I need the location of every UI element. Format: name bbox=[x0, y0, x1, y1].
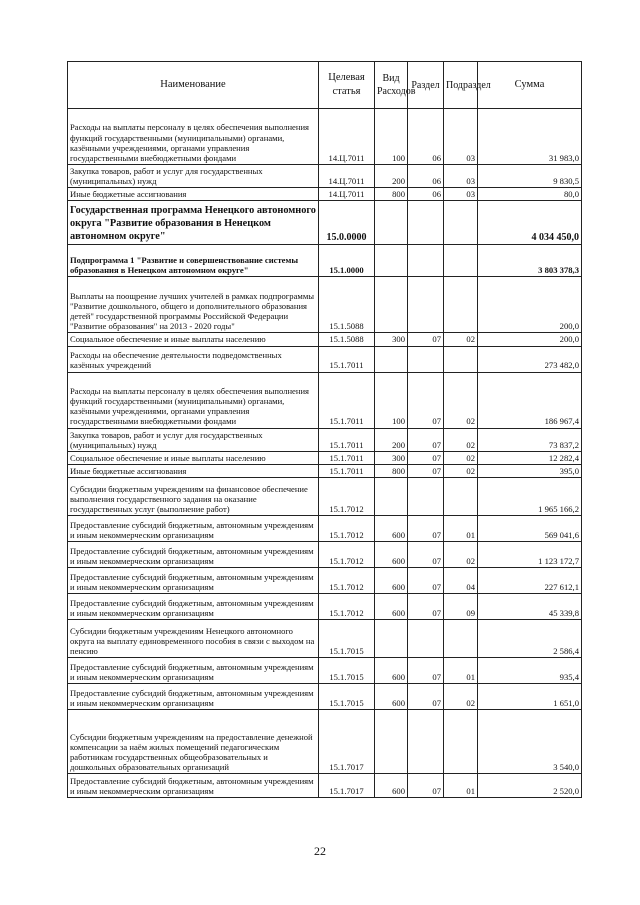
cell-sum: 395,0 bbox=[478, 464, 582, 477]
cell-subsection: 01 bbox=[444, 774, 478, 798]
cell-section: 06 bbox=[408, 165, 444, 188]
cell-subsection bbox=[444, 620, 478, 658]
table-row bbox=[68, 277, 582, 333]
cell-subsection bbox=[444, 245, 478, 277]
cell-section: 07 bbox=[408, 594, 444, 620]
cell-subsection: 03 bbox=[444, 188, 478, 201]
cell-section: 07 bbox=[408, 333, 444, 346]
cell-sum: 1 965 166,2 bbox=[478, 478, 582, 516]
cell-section: 07 bbox=[408, 372, 444, 428]
table-row bbox=[68, 542, 582, 568]
cell-type bbox=[375, 245, 408, 277]
cell-name: Предоставление субсидий бюджетным, автономным учреждениям и иным некоммерческим организациям bbox=[68, 568, 319, 594]
cell-name: Субсидии бюджетным учреждениям на предоставление денежной компенсации за наём жилых помещений педагогическим работникам государственных общеобразовательных и дошкольных образовательных организаций bbox=[68, 710, 319, 774]
cell-subsection: 03 bbox=[444, 165, 478, 188]
table-row bbox=[68, 333, 582, 346]
cell-section bbox=[408, 245, 444, 277]
cell-section: 06 bbox=[408, 109, 444, 165]
cell-target: 15.1.5088 bbox=[319, 333, 375, 346]
cell-type: 800 bbox=[375, 188, 408, 201]
cell-subsection: 02 bbox=[444, 464, 478, 477]
cell-target: 15.1.7012 bbox=[319, 516, 375, 542]
cell-section bbox=[408, 620, 444, 658]
header-type: Вид Расходов bbox=[375, 62, 408, 109]
cell-name: Предоставление субсидий бюджетным, автономным учреждениям и иным некоммерческим организациям bbox=[68, 684, 319, 710]
cell-target: 15.1.5088 bbox=[319, 277, 375, 333]
cell-sum: 3 803 378,3 bbox=[478, 245, 582, 277]
cell-sum: 9 830,5 bbox=[478, 165, 582, 188]
cell-subsection bbox=[444, 201, 478, 245]
cell-target: 15.1.7015 bbox=[319, 620, 375, 658]
cell-target: 15.1.7012 bbox=[319, 478, 375, 516]
table-row bbox=[68, 109, 582, 165]
cell-type bbox=[375, 201, 408, 245]
cell-name: Расходы на обеспечение деятельности подведомственных казённых учреждений bbox=[68, 346, 319, 372]
cell-subsection bbox=[444, 710, 478, 774]
cell-subsection: 02 bbox=[444, 451, 478, 464]
cell-type: 800 bbox=[375, 464, 408, 477]
table-row bbox=[68, 346, 582, 372]
cell-name: Выплаты на поощрение лучших учителей в рамках подпрограммы "Развитие дошкольного, общего и дополнительного образования детей" государственной программы Российской Федерации "Развитие образования" на 2013 - 2020 годы" bbox=[68, 277, 319, 333]
table-row bbox=[68, 245, 582, 277]
cell-target: 15.1.7011 bbox=[319, 372, 375, 428]
cell-sum: 186 967,4 bbox=[478, 372, 582, 428]
cell-section bbox=[408, 478, 444, 516]
header-section: Раздел bbox=[408, 62, 444, 109]
cell-section: 07 bbox=[408, 684, 444, 710]
page-number: 22 bbox=[314, 844, 326, 858]
cell-type: 200 bbox=[375, 428, 408, 451]
cell-name: Социальное обеспечение и иные выплаты населению bbox=[68, 451, 319, 464]
cell-type bbox=[375, 478, 408, 516]
table-row bbox=[68, 658, 582, 684]
header-name: Наименование bbox=[68, 62, 319, 109]
cell-type: 100 bbox=[375, 109, 408, 165]
cell-sum: 3 540,0 bbox=[478, 710, 582, 774]
table-row bbox=[68, 516, 582, 542]
cell-name: Расходы на выплаты персоналу в целях обеспечения выполнения функций государственными (муниципальными) органами, казёнными учреждениями, органами управления государственными внебюджетными фондами bbox=[68, 109, 319, 165]
cell-target: 15.1.7012 bbox=[319, 542, 375, 568]
cell-section: 07 bbox=[408, 658, 444, 684]
cell-subsection: 04 bbox=[444, 568, 478, 594]
cell-sum: 227 612,1 bbox=[478, 568, 582, 594]
cell-sum: 31 983,0 bbox=[478, 109, 582, 165]
header-target: Целевая статья bbox=[319, 62, 375, 109]
cell-type: 600 bbox=[375, 684, 408, 710]
cell-type: 600 bbox=[375, 542, 408, 568]
table-row bbox=[68, 428, 582, 451]
cell-section bbox=[408, 346, 444, 372]
cell-sum: 1 123 172,7 bbox=[478, 542, 582, 568]
cell-section: 07 bbox=[408, 451, 444, 464]
budget-table bbox=[67, 61, 582, 798]
cell-subsection: 02 bbox=[444, 333, 478, 346]
cell-name: Предоставление субсидий бюджетным, автономным учреждениям и иным некоммерческим организациям bbox=[68, 658, 319, 684]
cell-type: 600 bbox=[375, 774, 408, 798]
header-sum: Сумма bbox=[478, 62, 582, 109]
table-row bbox=[68, 568, 582, 594]
cell-section: 07 bbox=[408, 774, 444, 798]
cell-type bbox=[375, 277, 408, 333]
cell-sum: 2 586,4 bbox=[478, 620, 582, 658]
cell-target: 15.1.7012 bbox=[319, 594, 375, 620]
cell-section: 06 bbox=[408, 188, 444, 201]
cell-subsection: 02 bbox=[444, 542, 478, 568]
table-row bbox=[68, 188, 582, 201]
cell-type: 300 bbox=[375, 451, 408, 464]
cell-name: Подпрограмма 1 "Развитие и совершенствование системы образования в Ненецком автономном округе" bbox=[68, 245, 319, 277]
cell-name: Субсидии бюджетным учреждениям на финансовое обеспечение выполнения государственного задания на оказание государственных услуг (выполнение работ) bbox=[68, 478, 319, 516]
cell-sum: 200,0 bbox=[478, 333, 582, 346]
cell-name: Закупка товаров, работ и услуг для государственных (муниципальных) нужд bbox=[68, 428, 319, 451]
cell-target: 15.1.7017 bbox=[319, 774, 375, 798]
cell-target: 14.Ц.7011 bbox=[319, 165, 375, 188]
table-row bbox=[68, 165, 582, 188]
cell-section: 07 bbox=[408, 568, 444, 594]
cell-type: 600 bbox=[375, 594, 408, 620]
cell-type: 600 bbox=[375, 516, 408, 542]
cell-sum: 1 651,0 bbox=[478, 684, 582, 710]
cell-name: Предоставление субсидий бюджетным, автономным учреждениям и иным некоммерческим организациям bbox=[68, 774, 319, 798]
cell-sum: 200,0 bbox=[478, 277, 582, 333]
cell-target: 15.1.7015 bbox=[319, 684, 375, 710]
cell-subsection bbox=[444, 277, 478, 333]
table-row bbox=[68, 201, 582, 245]
cell-name: Предоставление субсидий бюджетным, автономным учреждениям и иным некоммерческим организациям bbox=[68, 516, 319, 542]
cell-type: 100 bbox=[375, 372, 408, 428]
table-row bbox=[68, 684, 582, 710]
cell-type: 200 bbox=[375, 165, 408, 188]
cell-subsection bbox=[444, 478, 478, 516]
cell-name: Иные бюджетные ассигнования bbox=[68, 464, 319, 477]
cell-section bbox=[408, 710, 444, 774]
cell-subsection: 02 bbox=[444, 428, 478, 451]
cell-sum: 45 339,8 bbox=[478, 594, 582, 620]
cell-section: 07 bbox=[408, 428, 444, 451]
cell-name: Государственная программа Ненецкого автономного округа "Развитие образования в Ненецком автономном округе" bbox=[68, 201, 319, 245]
cell-name: Иные бюджетные ассигнования bbox=[68, 188, 319, 201]
cell-sum: 80,0 bbox=[478, 188, 582, 201]
table-row bbox=[68, 774, 582, 798]
cell-name: Предоставление субсидий бюджетным, автономным учреждениям и иным некоммерческим организациям bbox=[68, 594, 319, 620]
cell-subsection: 01 bbox=[444, 658, 478, 684]
table-row bbox=[68, 372, 582, 428]
cell-subsection bbox=[444, 346, 478, 372]
cell-target: 15.0.0000 bbox=[319, 201, 375, 245]
cell-name: Расходы на выплаты персоналу в целях обеспечения выполнения функций государственными (муниципальными) органами, казёнными учреждениями, органами управления государственными внебюджетными фондами bbox=[68, 372, 319, 428]
cell-section: 07 bbox=[408, 542, 444, 568]
cell-name: Предоставление субсидий бюджетным, автономным учреждениям и иным некоммерческим организациям bbox=[68, 542, 319, 568]
cell-target: 15.1.7017 bbox=[319, 710, 375, 774]
cell-section: 07 bbox=[408, 464, 444, 477]
cell-type: 600 bbox=[375, 658, 408, 684]
cell-section bbox=[408, 201, 444, 245]
cell-target: 14.Ц.7011 bbox=[319, 188, 375, 201]
cell-type bbox=[375, 620, 408, 658]
cell-subsection: 02 bbox=[444, 684, 478, 710]
cell-target: 15.1.7011 bbox=[319, 464, 375, 477]
cell-subsection: 03 bbox=[444, 109, 478, 165]
cell-target: 14.Ц.7011 bbox=[319, 109, 375, 165]
header-subsection: Подраздел bbox=[444, 62, 478, 109]
table-header-row bbox=[68, 62, 582, 109]
cell-sum: 569 041,6 bbox=[478, 516, 582, 542]
cell-name: Закупка товаров, работ и услуг для государственных (муниципальных) нужд bbox=[68, 165, 319, 188]
cell-target: 15.1.7012 bbox=[319, 568, 375, 594]
cell-subsection: 02 bbox=[444, 372, 478, 428]
cell-name: Субсидии бюджетным учреждениям Ненецкого автономного округа на выплату единовременного пособия в связи с выходом на пенсию bbox=[68, 620, 319, 658]
cell-type bbox=[375, 346, 408, 372]
cell-target: 15.1.7011 bbox=[319, 451, 375, 464]
cell-sum: 12 282,4 bbox=[478, 451, 582, 464]
cell-name: Социальное обеспечение и иные выплаты населению bbox=[68, 333, 319, 346]
cell-section: 07 bbox=[408, 516, 444, 542]
cell-sum: 935,4 bbox=[478, 658, 582, 684]
cell-subsection: 01 bbox=[444, 516, 478, 542]
cell-target: 15.1.0000 bbox=[319, 245, 375, 277]
cell-target: 15.1.7011 bbox=[319, 428, 375, 451]
cell-sum: 73 837,2 bbox=[478, 428, 582, 451]
table-row bbox=[68, 710, 582, 774]
cell-sum: 4 034 450,0 bbox=[478, 201, 582, 245]
cell-type: 300 bbox=[375, 333, 408, 346]
table-row bbox=[68, 478, 582, 516]
cell-subsection: 09 bbox=[444, 594, 478, 620]
table-row bbox=[68, 594, 582, 620]
cell-sum: 2 520,0 bbox=[478, 774, 582, 798]
cell-sum: 273 482,0 bbox=[478, 346, 582, 372]
cell-section bbox=[408, 277, 444, 333]
table-row bbox=[68, 451, 582, 464]
table-row bbox=[68, 464, 582, 477]
table-row bbox=[68, 620, 582, 658]
cell-target: 15.1.7011 bbox=[319, 346, 375, 372]
cell-type bbox=[375, 710, 408, 774]
cell-type: 600 bbox=[375, 568, 408, 594]
cell-target: 15.1.7015 bbox=[319, 658, 375, 684]
